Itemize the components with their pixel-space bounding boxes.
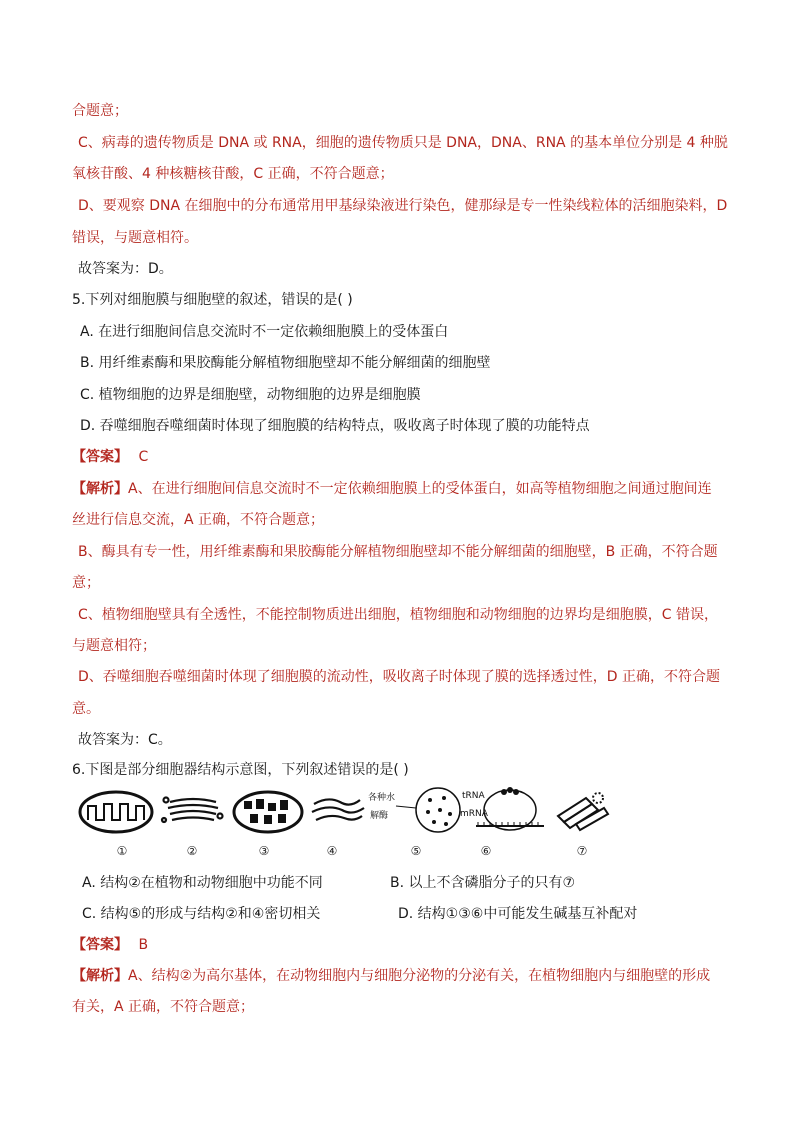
golgi-icon xyxy=(162,798,223,823)
q6-option-a: A. 结构②在植物和动物细胞中功能不同 xyxy=(82,875,323,891)
figure-label: ⑥ xyxy=(480,844,492,858)
analysis-text: A、在进行细胞间信息交流时不一定依赖细胞膜上的受体蛋白，如高等植物细胞之间通过胞间连 xyxy=(128,481,712,497)
paragraph-line: 合题意； xyxy=(72,103,128,119)
mrna-label: mRNA xyxy=(460,809,488,819)
analysis-line: 丝进行信息交流，A 正确，不符合题意； xyxy=(72,512,325,528)
analysis-line: 意。 xyxy=(72,701,100,717)
paragraph-line: D、要观察 DNA 在细胞中的分布通常用甲基绿染液进行染色，健那绿是专一性染线粒体的活细胞染料，D xyxy=(78,198,728,214)
ribosome-icon xyxy=(460,787,544,830)
q6-answer xyxy=(72,935,148,955)
paragraph-line: 错误，与题意相符。 xyxy=(72,230,198,246)
q6-option-b: B. 以上不含磷脂分子的只有⑦ xyxy=(390,875,576,891)
answer-value: B xyxy=(138,937,149,953)
figure-label: ③ xyxy=(258,844,270,858)
figure-label: ⑦ xyxy=(576,844,588,858)
answer-value: C xyxy=(138,449,149,465)
analysis-line: 意； xyxy=(72,575,100,591)
q6-analysis-line xyxy=(72,966,710,986)
lysosome-icon xyxy=(416,788,460,832)
lysosome-text-2: 解酶 xyxy=(370,811,389,821)
q5-option-b: B. 用纤维素酶和果胶酶能分解植物细胞壁却不能分解细菌的细胞壁 xyxy=(80,355,491,371)
paragraph-line: 氧核苷酸、4 种核糖核苷酸，C 正确，不符合题意； xyxy=(72,166,394,182)
question-6-stem: 6.下图是部分细胞器结构示意图，下列叙述错误的是( ) xyxy=(72,762,409,778)
q6-option-d: D. 结构①③⑥中可能发生碱基互补配对 xyxy=(398,906,638,922)
organelle-figure xyxy=(78,786,618,864)
q5-answer xyxy=(72,447,148,467)
analysis-text: A、结构②为高尔基体，在动物细胞内与细胞分泌物的分泌有关，在植物细胞内与细胞壁的形成 xyxy=(128,968,711,984)
endoplasmic-reticulum-icon xyxy=(312,799,364,820)
paragraph-line: C、病毒的遗传物质是 DNA 或 RNA，细胞的遗传物质只是 DNA，DNA、RNA 的基本单位分别是 4 种脱 xyxy=(78,135,728,151)
chloroplast-icon xyxy=(234,792,302,832)
q5-analysis-line xyxy=(72,479,712,499)
figure-label: ④ xyxy=(326,844,338,858)
figure-label: ① xyxy=(116,844,128,858)
organelle-diagram xyxy=(78,786,618,864)
answer-tag: 【答案】 xyxy=(72,449,128,465)
q5-option-a: A. 在进行细胞间信息交流时不一定依赖细胞膜上的受体蛋白 xyxy=(80,324,449,340)
trna-label: tRNA xyxy=(462,791,485,801)
mitochondrion-icon xyxy=(80,792,152,832)
analysis-line: C、植物细胞壁具有全透性，不能控制物质进出细胞，植物细胞和动物细胞的边界均是细胞膜，C 错误， xyxy=(78,607,718,623)
q5-option-c: C. 植物细胞的边界是细胞壁，动物细胞的边界是细胞膜 xyxy=(80,387,421,403)
analysis-tag: 【解析】 xyxy=(72,968,128,984)
lysosome-text-1: 各种水 xyxy=(368,793,396,803)
answer-conclusion: 故答案为：D。 xyxy=(78,261,173,277)
q6-option-c: C. 结构⑤的形成与结构②和④密切相关 xyxy=(82,906,321,922)
answer-tag: 【答案】 xyxy=(72,937,128,953)
analysis-line: 与题意相符； xyxy=(72,638,156,654)
question-5-stem: 5.下列对细胞膜与细胞壁的叙述，错误的是( ) xyxy=(72,292,353,308)
answer-conclusion: 故答案为：C。 xyxy=(78,732,172,748)
analysis-line: 有关，A 正确，不符合题意； xyxy=(72,999,255,1015)
figure-label: ⑤ xyxy=(410,844,422,858)
analysis-tag: 【解析】 xyxy=(72,481,128,497)
centriole-icon xyxy=(558,793,608,830)
figure-label: ② xyxy=(186,844,198,858)
q5-option-d: D. 吞噬细胞吞噬细菌时体现了细胞膜的结构特点，吸收离子时体现了膜的功能特点 xyxy=(80,418,590,434)
analysis-line: D、吞噬细胞吞噬细菌时体现了细胞膜的流动性，吸收离子时体现了膜的选择透过性，D 正确，不符合题 xyxy=(78,669,721,685)
analysis-line: B、酶具有专一性，用纤维素酶和果胶酶能分解植物细胞壁却不能分解细菌的细胞壁，B 正确，不符合题 xyxy=(78,544,718,560)
